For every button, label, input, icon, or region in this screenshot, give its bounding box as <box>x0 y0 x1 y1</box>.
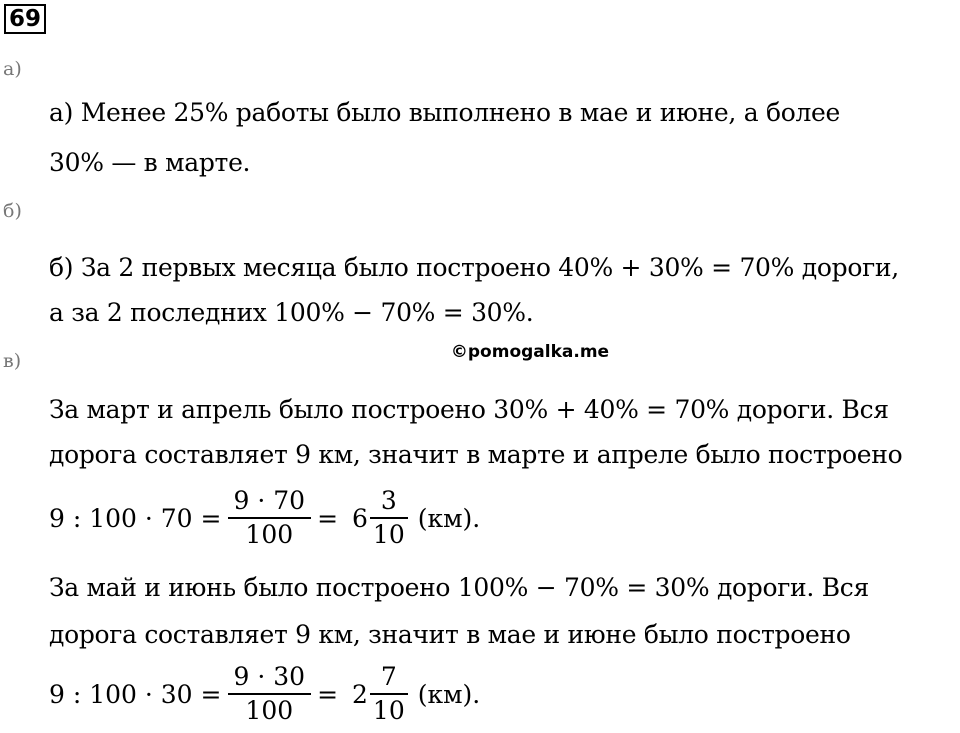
formula-2-fraction <box>228 664 312 725</box>
formula-2-unit: (км). <box>417 679 481 709</box>
part-b-line-1: б) За 2 первых месяца было построено 40% + 30% = 70% дороги, <box>49 253 899 282</box>
formula-1 <box>49 488 480 549</box>
formula-2-lhs: 9 : 100 · 30 = <box>49 679 222 709</box>
problem-number: 69 <box>4 4 46 34</box>
formula-2-numerator: 9 · 30 <box>233 662 306 691</box>
formula-1-equals: = <box>317 503 339 533</box>
part-c-line-4: дорога составляет 9 км, значит в мае и июне было построено <box>49 620 851 649</box>
part-a-label: а) <box>3 58 22 80</box>
formula-1-mixed-fraction <box>370 488 408 549</box>
part-a-line-1: а) Менее 25% работы было выполнено в мае и июне, а более <box>49 98 841 127</box>
formula-1-whole: 6 <box>352 503 368 533</box>
formula-2-denominator: 100 <box>245 696 294 726</box>
formula-2-equals: = <box>317 679 339 709</box>
part-c-line-1: За март и апрель было построено 30% + 40% = 70% дороги. Вся <box>49 395 889 424</box>
formula-1-fraction <box>228 488 312 549</box>
part-b-line-2: а за 2 последних 100% − 70% = 30%. <box>49 298 534 327</box>
formula-2-mixed-numerator: 7 <box>380 662 397 691</box>
formula-2-whole: 2 <box>352 679 368 709</box>
formula-1-lhs: 9 : 100 · 70 = <box>49 503 222 533</box>
part-b-label: б) <box>3 200 22 222</box>
formula-2 <box>49 664 480 725</box>
formula-1-mixed-numerator: 3 <box>380 486 397 515</box>
formula-1-denominator: 100 <box>245 520 294 550</box>
formula-1-unit: (км). <box>417 503 481 533</box>
part-a-line-2: 30% — в марте. <box>49 148 251 177</box>
formula-1-mixed-denominator: 10 <box>372 520 405 550</box>
part-c-line-2: дорога составляет 9 км, значит в марте и апреле было построено <box>49 440 903 469</box>
formula-1-numerator: 9 · 70 <box>233 486 306 515</box>
formula-2-mixed-fraction <box>370 664 408 725</box>
part-c-label: в) <box>3 350 22 372</box>
part-c-line-3: За май и июнь было построено 100% − 70% = 30% дороги. Вся <box>49 573 869 602</box>
formula-2-mixed-denominator: 10 <box>372 696 405 726</box>
watermark: ©pomogalka.me <box>450 342 610 362</box>
